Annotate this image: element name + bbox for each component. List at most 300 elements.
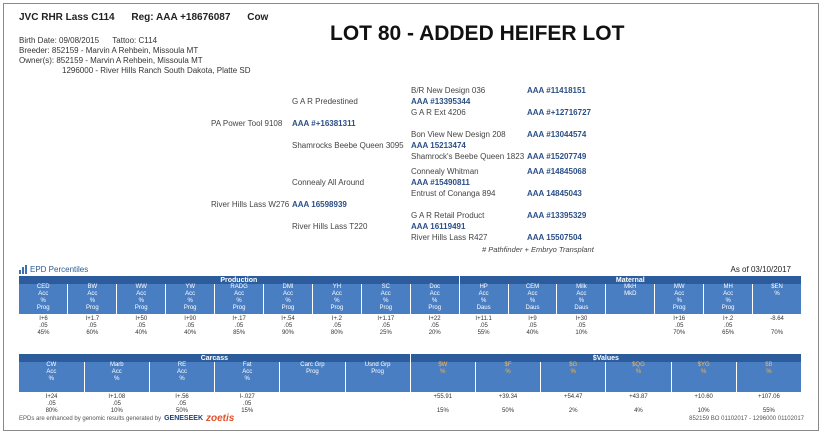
- column-header: [215, 362, 280, 392]
- header-line: $G: [569, 362, 578, 368]
- column-header: [410, 362, 475, 392]
- header-line: Prog: [232, 305, 246, 311]
- column-header: [264, 284, 313, 314]
- column-header: [736, 362, 801, 392]
- ped-dam-reg[interactable]: AAA 16598939: [292, 200, 347, 209]
- header-line: %: [114, 376, 120, 382]
- value-line: I+24: [45, 394, 58, 400]
- header-line: %: [700, 369, 707, 375]
- header-line: Acc: [527, 291, 538, 297]
- header-line: CW: [46, 362, 57, 368]
- header-line: %: [480, 298, 487, 304]
- header-line: Acc: [111, 369, 122, 375]
- ped-dam: River Hills Lass W276: [211, 200, 290, 209]
- column-header: [19, 362, 84, 392]
- value-cell: [736, 392, 801, 415]
- value-line: 70%: [771, 330, 784, 336]
- value-line: [280, 401, 345, 408]
- value-cell: [410, 392, 475, 415]
- value-line: 25%: [379, 330, 392, 336]
- value-line: I+.56: [175, 394, 189, 400]
- value-line: I+6: [39, 316, 48, 322]
- column-header: [345, 362, 410, 392]
- lot-title: LOT 80 - ADDED HEIFER LOT: [330, 22, 625, 45]
- ped-sire-dam-reg[interactable]: AAA 15213474: [411, 141, 466, 150]
- value-line: I+1.17: [377, 316, 395, 322]
- ped-dam-dam-dam: River Hills Lass R427: [411, 233, 488, 242]
- ped-dam-dam-sire: G A R Retail Product: [411, 211, 485, 220]
- value-line: [166, 337, 215, 344]
- ped-dam-sire-reg[interactable]: AAA #15490811: [411, 178, 470, 187]
- column-header: [655, 284, 704, 314]
- value-line: 60%: [86, 330, 99, 336]
- ped-sire-dam: Shamrocks Beebe Queen 3095: [292, 141, 404, 150]
- header-line: Acc: [46, 369, 57, 375]
- value-line: 4%: [634, 408, 643, 414]
- group-header: Production: [19, 276, 459, 284]
- header-line: %: [766, 369, 772, 375]
- header-line: Acc: [282, 291, 293, 297]
- header-line: Prog: [36, 305, 50, 311]
- ped-sire-sire-sire-reg[interactable]: AAA #11418151: [527, 86, 586, 95]
- value-cell: [606, 392, 671, 415]
- header-line: Daus: [574, 305, 589, 311]
- header-line: Daus: [525, 305, 540, 311]
- epd-title: [19, 265, 88, 274]
- column-header: [704, 284, 753, 314]
- value-line: .05: [47, 401, 56, 407]
- ped-sire-sire-dam-reg[interactable]: AAA #+12716727: [527, 108, 591, 117]
- header-line: Acc: [234, 291, 245, 297]
- header-line: %: [635, 369, 642, 375]
- header-line: %: [285, 298, 291, 304]
- value-line: .05: [112, 401, 121, 407]
- value-line: [312, 337, 361, 344]
- header-line: Prog: [379, 305, 393, 311]
- value-line: [19, 337, 68, 344]
- header-line: Acc: [674, 291, 685, 297]
- column-header: [753, 284, 802, 314]
- value-line: [606, 330, 655, 337]
- value-line: I+50: [135, 316, 148, 322]
- value-line: 55%: [477, 330, 490, 336]
- header-line: %: [578, 298, 585, 304]
- column-header: [19, 284, 68, 314]
- header-line: Acc: [242, 369, 253, 375]
- header-line: SC: [381, 284, 390, 290]
- header-line: Prog: [428, 305, 442, 311]
- group-header: Carcass: [19, 354, 410, 362]
- header-line: CED: [36, 284, 50, 290]
- value-line: .05: [186, 323, 195, 329]
- value-cell: [345, 392, 410, 415]
- header-line: %: [48, 376, 55, 382]
- value-cell: [264, 314, 313, 344]
- column-header: [361, 284, 410, 314]
- value-line: [736, 401, 801, 408]
- column-header: [459, 284, 508, 314]
- group-header: $Values: [410, 354, 801, 362]
- header-line: %: [244, 376, 250, 382]
- ped-sire-reg[interactable]: AAA #+16381311: [292, 119, 356, 128]
- value-line: .05: [88, 323, 97, 329]
- header-line: Prog: [86, 305, 99, 311]
- ped-sire-dam-sire-reg[interactable]: AAA #13044574: [527, 130, 587, 139]
- header-line: Prog: [672, 305, 686, 311]
- value-line: I+30: [575, 316, 588, 322]
- as-of-date: As of 03/10/2017: [730, 265, 791, 274]
- value-cell: [166, 314, 215, 344]
- value-line: [280, 394, 345, 401]
- value-line: I+1.08: [108, 394, 126, 400]
- value-line: 10%: [697, 408, 710, 414]
- header-line: Prog: [281, 305, 295, 311]
- value-line: 50%: [502, 408, 515, 414]
- header-line: %: [570, 369, 576, 375]
- group-header: Maternal: [459, 276, 801, 284]
- value-line: 40%: [526, 330, 539, 336]
- value-line: [508, 337, 557, 344]
- value-line: [215, 337, 264, 344]
- header-line: RE: [177, 362, 187, 368]
- header-line: Acc: [38, 291, 49, 297]
- value-line: 45%: [37, 330, 50, 336]
- value-cell: [19, 314, 68, 344]
- value-line: 10%: [575, 330, 588, 336]
- column-header: [557, 284, 606, 314]
- header-line: HP: [479, 284, 488, 290]
- header-line: DMI: [282, 284, 294, 290]
- report-code: 852159 BO 01102017 - 1296000 01102017: [689, 416, 804, 422]
- value-cell: [410, 314, 459, 344]
- value-line: [753, 323, 802, 330]
- header-line: MkH: [624, 284, 637, 290]
- value-line: [345, 394, 410, 401]
- value-line: 80%: [45, 408, 58, 414]
- header-line: %: [725, 298, 731, 304]
- value-cell: [215, 392, 280, 415]
- header-line: BW: [87, 284, 98, 290]
- column-header: [68, 284, 117, 314]
- animal-name: JVC RHR Lass C114: [19, 12, 115, 23]
- value-line: 65%: [722, 330, 735, 336]
- value-line: 15%: [436, 408, 449, 414]
- value-line: [459, 337, 508, 344]
- value-line: 20%: [428, 330, 441, 336]
- header-line: %: [40, 298, 46, 304]
- header-line: Acc: [136, 291, 147, 297]
- value-line: I+11.1: [475, 316, 492, 322]
- value-line: 10%: [110, 408, 123, 414]
- header-line: %: [676, 298, 682, 304]
- value-line: [655, 337, 704, 344]
- value-cell: [19, 392, 84, 415]
- value-line: +39.34: [498, 394, 518, 400]
- column-header: [541, 362, 606, 392]
- header-line: Acc: [723, 291, 734, 297]
- header-line: Prog: [134, 305, 148, 311]
- header-line: Acc: [87, 291, 98, 297]
- value-cell: [149, 392, 214, 415]
- value-line: I-.027: [239, 394, 255, 400]
- value-line: [264, 337, 313, 344]
- value-line: .05: [723, 323, 733, 329]
- tattoo: Tattoo: C114: [112, 36, 158, 45]
- header-line: Fat: [242, 362, 252, 368]
- value-line: 80%: [330, 330, 343, 336]
- ped-sire-dam-sire: Bon View New Design 208: [411, 130, 506, 139]
- header-line: %: [432, 298, 438, 304]
- header-line: %: [440, 369, 446, 375]
- header-line: MW: [673, 284, 685, 290]
- value-line: I+16: [673, 316, 686, 322]
- value-line: .05: [577, 323, 586, 329]
- value-line: [671, 401, 736, 408]
- value-line: +43.87: [629, 394, 648, 400]
- zoetis-logo: zoetis: [206, 413, 235, 424]
- column-header: [280, 362, 345, 392]
- header-line: Daus: [476, 305, 491, 311]
- value-cell: [541, 392, 606, 415]
- header-line: Prog: [371, 369, 384, 375]
- header-line: Prog: [306, 369, 319, 375]
- ped-sire-dam-dam-reg[interactable]: AAA #15207749: [527, 152, 587, 161]
- header-line: $F: [504, 362, 512, 368]
- value-line: [606, 337, 655, 344]
- value-cell: [215, 314, 264, 344]
- epd-production-maternal-table: [19, 276, 802, 344]
- header-line: Prog: [183, 305, 197, 311]
- value-line: 90%: [281, 330, 294, 336]
- value-line: .05: [283, 323, 293, 329]
- footer: [19, 413, 234, 424]
- header-line: %: [138, 298, 144, 304]
- value-line: I+9: [528, 316, 537, 322]
- value-line: 40%: [135, 330, 148, 336]
- header-line: Acc: [576, 291, 587, 297]
- column-header: [671, 362, 736, 392]
- value-line: -8.64: [770, 316, 784, 322]
- value-line: [345, 408, 410, 415]
- value-cell: [704, 314, 753, 344]
- epd-title-text: EPD Percentiles: [30, 265, 89, 274]
- value-line: [704, 337, 753, 344]
- pedigree-note: # Pathfinder + Embryo Transplant: [482, 245, 594, 254]
- value-cell: [671, 392, 736, 415]
- header-line: %: [334, 298, 340, 304]
- value-line: .05: [243, 401, 252, 407]
- value-line: .05: [430, 323, 439, 329]
- value-cell: [459, 314, 508, 344]
- value-cell: [312, 314, 361, 344]
- value-line: I+.17: [232, 316, 246, 322]
- header-line: WW: [135, 284, 147, 290]
- ped-sire-dam-dam: Shamrock's Beebe Queen 1823: [411, 152, 525, 161]
- value-line: .05: [137, 323, 146, 329]
- value-cell: [84, 392, 149, 415]
- header-line: YH: [332, 284, 342, 290]
- header-line: Marb: [109, 362, 124, 368]
- value-line: [606, 401, 671, 408]
- animal-header: [19, 12, 282, 23]
- value-line: 70%: [673, 330, 686, 336]
- value-cell: [655, 314, 704, 344]
- footer-text: EPDs are enhanced by genomic results generated by: [19, 415, 162, 422]
- value-line: I+.2: [723, 316, 734, 322]
- ped-dam-sire: Connealy All Around: [292, 178, 365, 187]
- header-line: %: [179, 376, 185, 382]
- header-line: MkD: [624, 291, 637, 297]
- value-line: [345, 401, 410, 408]
- value-line: +54.47: [563, 394, 583, 400]
- value-line: [410, 337, 459, 344]
- ped-dam-dam: River Hills Lass T220: [292, 222, 368, 231]
- header-line: Acc: [331, 291, 342, 297]
- value-line: [280, 408, 345, 415]
- bar-chart-icon: [19, 265, 27, 274]
- value-cell: [753, 314, 802, 344]
- column-header: [84, 362, 149, 392]
- ped-dam-sire-dam-reg[interactable]: AAA 14845043: [527, 189, 582, 198]
- value-line: +107.06: [757, 394, 780, 400]
- header-line: MH: [723, 284, 733, 290]
- value-line: I+22: [428, 316, 441, 322]
- value-cell: [557, 314, 606, 344]
- value-line: 15%: [241, 408, 254, 414]
- value-line: I+90: [184, 316, 197, 322]
- value-line: 40%: [184, 330, 197, 336]
- ped-dam-sire-sire-reg[interactable]: AAA #14845068: [527, 167, 587, 176]
- value-line: [606, 316, 655, 323]
- column-header: [312, 284, 361, 314]
- value-line: [475, 401, 540, 408]
- value-line: [541, 401, 606, 408]
- value-line: I+.54: [281, 316, 295, 322]
- column-header: [606, 284, 655, 314]
- column-header: [606, 362, 671, 392]
- header-line: $EN: [771, 284, 783, 290]
- header-line: Prog: [330, 305, 344, 311]
- ped-name: B/R New Design 036: [411, 86, 486, 95]
- header-line: Prog: [721, 305, 735, 311]
- value-cell: [606, 314, 655, 344]
- value-cell: [508, 314, 557, 344]
- value-line: .05: [675, 323, 684, 329]
- value-line: [361, 337, 410, 344]
- header-line: Milk: [576, 284, 587, 290]
- header-line: %: [774, 291, 780, 297]
- column-header: [149, 362, 214, 392]
- value-line: [606, 323, 655, 330]
- column-header: [475, 362, 540, 392]
- geneseek-logo: GENESEEK: [164, 415, 203, 422]
- value-line: .05: [381, 323, 390, 329]
- ped-sire: PA Power Tool 9108: [211, 119, 283, 128]
- owner-line-2: 1296000 - River Hills Ranch South Dakota, Platte SD: [62, 66, 251, 75]
- header-line: Carc Grp: [300, 362, 325, 368]
- header-line: Acc: [429, 291, 440, 297]
- header-line: $QG: [632, 362, 645, 368]
- birth-tattoo-line: [19, 36, 157, 45]
- ped-dam-sire-sire: Connealy Whitman: [411, 167, 479, 176]
- animal-sex: Cow: [247, 12, 269, 23]
- value-line: [557, 337, 606, 344]
- header-line: Acc: [177, 369, 188, 375]
- owner-line-1: Owner(s): 852159 - Marvin A Rehbein, Missoula MT: [19, 56, 203, 65]
- column-header: [215, 284, 264, 314]
- animal-reg: Reg: AAA +18676087: [131, 12, 231, 23]
- value-cell: [280, 392, 345, 415]
- value-line: [117, 337, 166, 344]
- header-line: %: [89, 298, 96, 304]
- column-header: [166, 284, 215, 314]
- ped-sire-sire-reg[interactable]: AAA #13395344: [411, 97, 471, 106]
- value-line: .05: [332, 323, 342, 329]
- value-line: +55.91: [433, 394, 453, 400]
- header-line: CEM: [525, 284, 540, 290]
- value-line: I+1.7: [85, 316, 100, 322]
- value-line: .05: [528, 323, 537, 329]
- header-line: Doc: [429, 284, 441, 290]
- ped-dam-dam-dam-reg[interactable]: AAA 15507504: [527, 233, 582, 242]
- header-line: Acc: [185, 291, 196, 297]
- header-line: %: [505, 369, 511, 375]
- header-line: $YG: [697, 362, 710, 368]
- value-line: .05: [39, 323, 48, 329]
- value-line: 2%: [568, 408, 578, 414]
- header-line: RADG: [230, 284, 248, 290]
- header-line: Usnd Grp: [364, 362, 391, 368]
- value-cell: [68, 314, 117, 344]
- ped-sire-sire: G A R Predestined: [292, 97, 358, 106]
- value-line: .05: [479, 323, 488, 329]
- epd-carcass-values-table: [19, 354, 802, 415]
- value-line: .05: [177, 401, 187, 407]
- value-line: 50%: [176, 408, 189, 414]
- column-header: [508, 284, 557, 314]
- header-line: Acc: [380, 291, 391, 297]
- value-line: [68, 337, 117, 344]
- header-line: $B: [765, 362, 773, 368]
- column-header: [410, 284, 459, 314]
- header-line: Acc: [478, 291, 489, 297]
- ped-sire-sire-sire: [411, 86, 485, 95]
- value-line: [410, 401, 475, 408]
- ped-dam-sire-dam: Entrust of Conanga 894: [411, 189, 496, 198]
- value-cell: [361, 314, 410, 344]
- header-line: %: [187, 298, 193, 304]
- value-line: +10.60: [694, 394, 713, 400]
- birth-date: Birth Date: 09/08/2015: [19, 36, 100, 45]
- value-line: I+.2: [331, 316, 342, 322]
- value-cell: [475, 392, 540, 415]
- ped-dam-dam-sire-reg[interactable]: AAA #13395329: [527, 211, 587, 220]
- header-line: %: [236, 298, 242, 304]
- header-line: %: [529, 298, 536, 304]
- value-line: 55%: [762, 408, 775, 414]
- ped-dam-dam-reg[interactable]: AAA 16119491: [411, 222, 466, 231]
- header-line: %: [383, 298, 389, 304]
- value-line: .05: [234, 323, 244, 329]
- header-line: $W: [438, 362, 448, 368]
- value-line: 85%: [233, 330, 246, 336]
- breeder: Breeder: 852159 - Marvin A Rehbein, Missoula MT: [19, 46, 199, 55]
- value-cell: [117, 314, 166, 344]
- ped-sire-sire-dam: G A R Ext 4206: [411, 108, 466, 117]
- column-header: [117, 284, 166, 314]
- header-line: YW: [185, 284, 195, 290]
- value-line: [753, 337, 802, 344]
